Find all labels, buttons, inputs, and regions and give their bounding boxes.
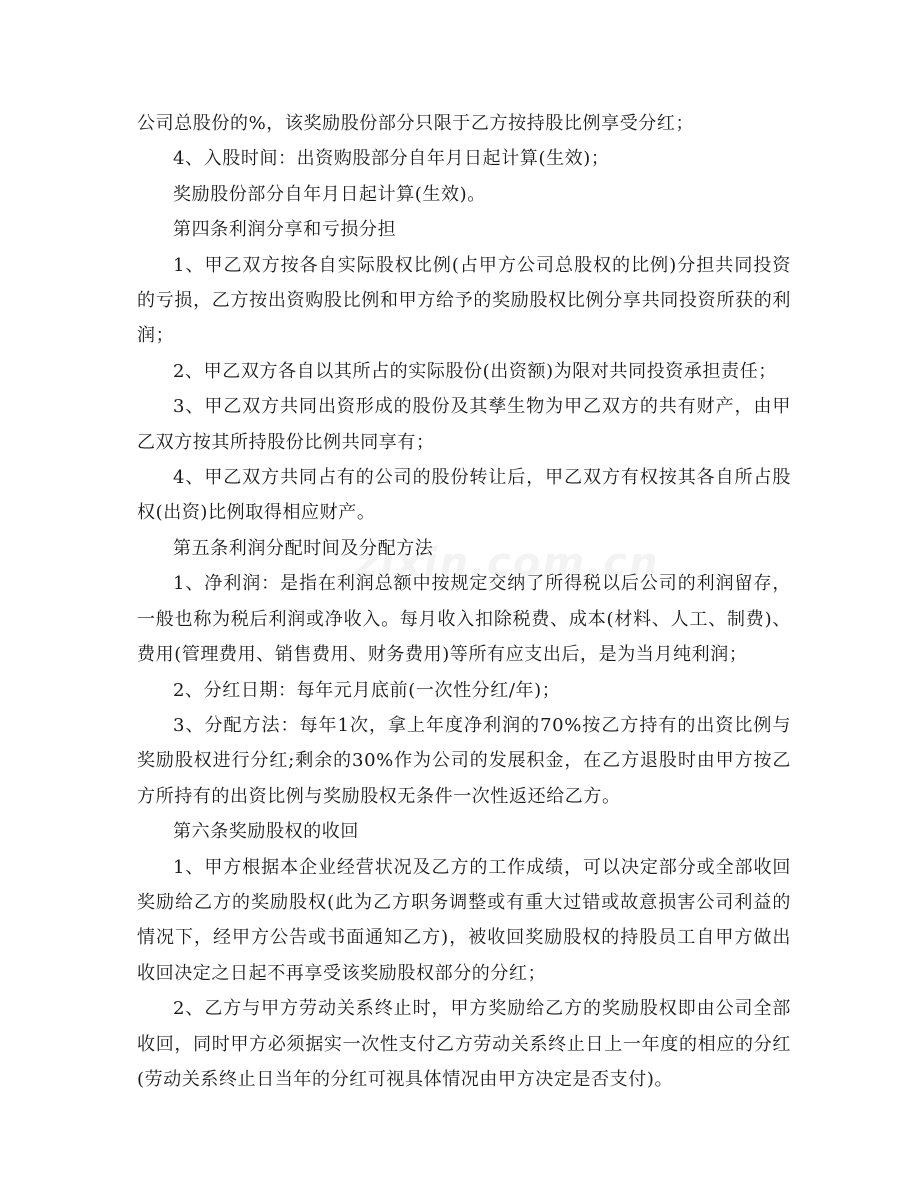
article-6-clause-1: 1、甲方根据本企业经营状况及乙方的工作成绩，可以决定部分或全部收回奖励给乙方的奖励股权(此为乙方职务调整或有重大过错或故意损害公司利益的情况下，经甲方公告或书面通知乙方)，被收回奖励股权的持股员工自甲方做出收回决定之日起不再享受该奖励股权部分的分红； [137,856,791,984]
watermark-text: zixin.com.cn [355,540,660,586]
article-4-clause-1: 1、甲乙双方按各自实际股权比例(占甲方公司总股权的比例)分担共同投资的亏损，乙方按出资购股比例和甲方给予的奖励股权比例分享共同投资所获的利润； [137,254,791,347]
article-5-clause-3: 3、分配方法：每年1次，拿上年度净利润的70%按乙方持有的出资比例与奖励股权进行分红;剩余的30%作为公司的发展积金，在乙方退股时由甲方按乙方所持有的出资比例与奖励股权无条件一次性返还给乙方。 [137,714,791,807]
article-5-clause-1: 1、净利润：是指在利润总额中按规定交纳了所得税以后公司的利润留存，一般也称为税后利润或净收入。每月收入扣除税费、成本(材料、人工、制费)、费用(管理费用、销售费用、财务费用)等所有应支出后，是为当月纯利润； [137,573,791,666]
article-6-heading: 第六条奖励股权的收回 [173,821,359,843]
article-4-heading: 第四条利润分享和亏损分担 [173,219,397,241]
article-6-clause-2: 2、乙方与甲方劳动关系终止时，甲方奖励给乙方的奖励股权即由公司全部收回，同时甲方必须据实一次性支付乙方劳动关系终止日上一年度的相应的分红(劳动关系终止日当年的分红可视具体情况由甲方决定是否支付)。 [137,998,791,1090]
document-body [137,106,791,1097]
paragraph-reward-share-time: 奖励股份部分自年月日起计算(生效)。 [173,183,486,205]
article-4-clause-2: 2、甲乙双方各自以其所占的实际股份(出资额)为限对共同投资承担责任； [173,360,777,382]
article-5-clause-2: 2、分红日期：每年元月底前(一次性分红/年)； [173,679,561,701]
paragraph-share-entry-time: 4、入股时间：出资购股部分自年月日起计算(生效)； [173,148,610,170]
paragraph-continuation: 公司总股份的%，该奖励股份部分只限于乙方按持股比例享受分红； [137,113,695,134]
article-4-clause-4: 4、甲乙双方共同占有的公司的股份转让后，甲乙双方有权按其各自所占股权(出资)比例取得相应财产。 [137,467,791,524]
article-5-heading: 第五条利润分配时间及分配方法 [173,537,434,559]
article-4-clause-3: 3、甲乙双方共同出资形成的股份及其孳生物为甲乙双方的共有财产，由甲乙双方按其所持股份比例共同享有； [137,396,791,453]
